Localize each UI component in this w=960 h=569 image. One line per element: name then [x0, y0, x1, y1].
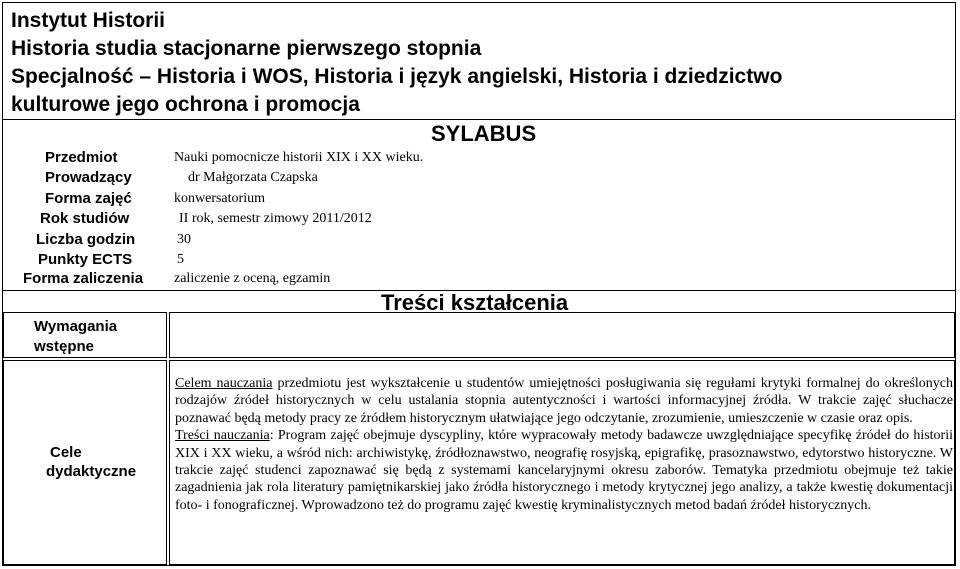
value-punkty-ects: 5 [177, 252, 184, 267]
program-title: Historia studia stacjonarne pierwszego stopnia [11, 37, 482, 60]
cele-paragraph-2-body: : Program zajęć obejmuje dyscypliny, które wypracowały metody badawcze uwzględniające specyfikę źródeł do historii XIX i XX wieku, a wśród nich: archiwistykę, źródłoznawstwo, neografię rosyjską, epigrafikę, prasoznawstwo, edytorstwo historyczne. W trakcie zajęć studenci zapoznawać się będą z systemami kancelaryjnymi okresu zaborów. Tematyka przedmiotu obejmuje też takie zagadnienia jak rola literatury pamiętnikarskiej jako źródła historycznego i metody krytycznej jego analizy, a także kwestię dokumentacji foto- i fonograficznej. Wprowadzono też do programu zajęć kwestię kryminalistycznych metod badań źródeł historycznych. [175, 428, 954, 513]
label-cele: Cele [50, 444, 82, 461]
label-punkty-ects: Punkty ECTS [38, 251, 133, 268]
celem-nauczania-heading: Celem nauczania [175, 376, 273, 391]
value-przedmiot: Nauki pomocnicze historii XIX i XX wieku. [174, 150, 424, 165]
label-prowadzacy: Prowadzący [45, 169, 132, 186]
label-wstepne: wstępne [34, 338, 95, 355]
tresci-heading: Treści kształcenia [381, 290, 569, 315]
label-dydaktyczne: dydaktyczne [46, 463, 137, 480]
syllabus-heading: SYLABUS [431, 121, 537, 146]
header-divider [3, 119, 955, 120]
cele-paragraph-2 [175, 427, 953, 514]
value-rok-studiow: II rok, semestr zimowy 2011/2012 [179, 211, 372, 226]
value-forma-zaliczenia: zaliczenie z oceną, egzamin [174, 271, 331, 286]
cele-text [175, 375, 953, 514]
tresci-nauczania-heading: Treści nauczania [175, 428, 270, 444]
specialization-line-1: Specjalność – Historia i WOS, Historia i język angielski, Historia i dziedzictwo [11, 65, 783, 88]
label-forma-zaliczenia: Forma zaliczenia [23, 270, 144, 287]
label-przedmiot: Przedmiot [45, 149, 118, 166]
value-forma-zajec: konwersatorium [174, 191, 265, 206]
syllabus-document [2, 2, 956, 566]
value-prowadzacy: dr Małgorzata Czapska [188, 170, 318, 185]
cele-paragraph-1-body: przedmiotu jest wykształcenie u studentów umiejętności posługiwania się regułami krytyki formalnej do określonych rodzajów źródeł historycznych w celu ustalania stopnia autentyczności i wartości informacyjnej źródła. W trakcie zajęć słuchacze poznawać będą metody pracy ze źródłem historycznym ułatwiające jego odczytanie, zrozumienie, umieszczenie w czasie oraz opis. [175, 376, 953, 426]
label-rok-studiow: Rok studiów [40, 210, 130, 227]
wymagania-value-cell [169, 312, 955, 358]
cele-paragraph-1 [175, 375, 953, 427]
label-liczba-godzin: Liczba godzin [36, 231, 136, 248]
label-forma-zajec: Forma zajęć [45, 190, 132, 207]
label-wymagania: Wymagania [34, 318, 118, 335]
institute-title: Instytut Historii [11, 9, 166, 32]
value-liczba-godzin: 30 [177, 232, 191, 247]
specialization-line-2: kulturowe jego ochrona i promocja [11, 93, 360, 116]
